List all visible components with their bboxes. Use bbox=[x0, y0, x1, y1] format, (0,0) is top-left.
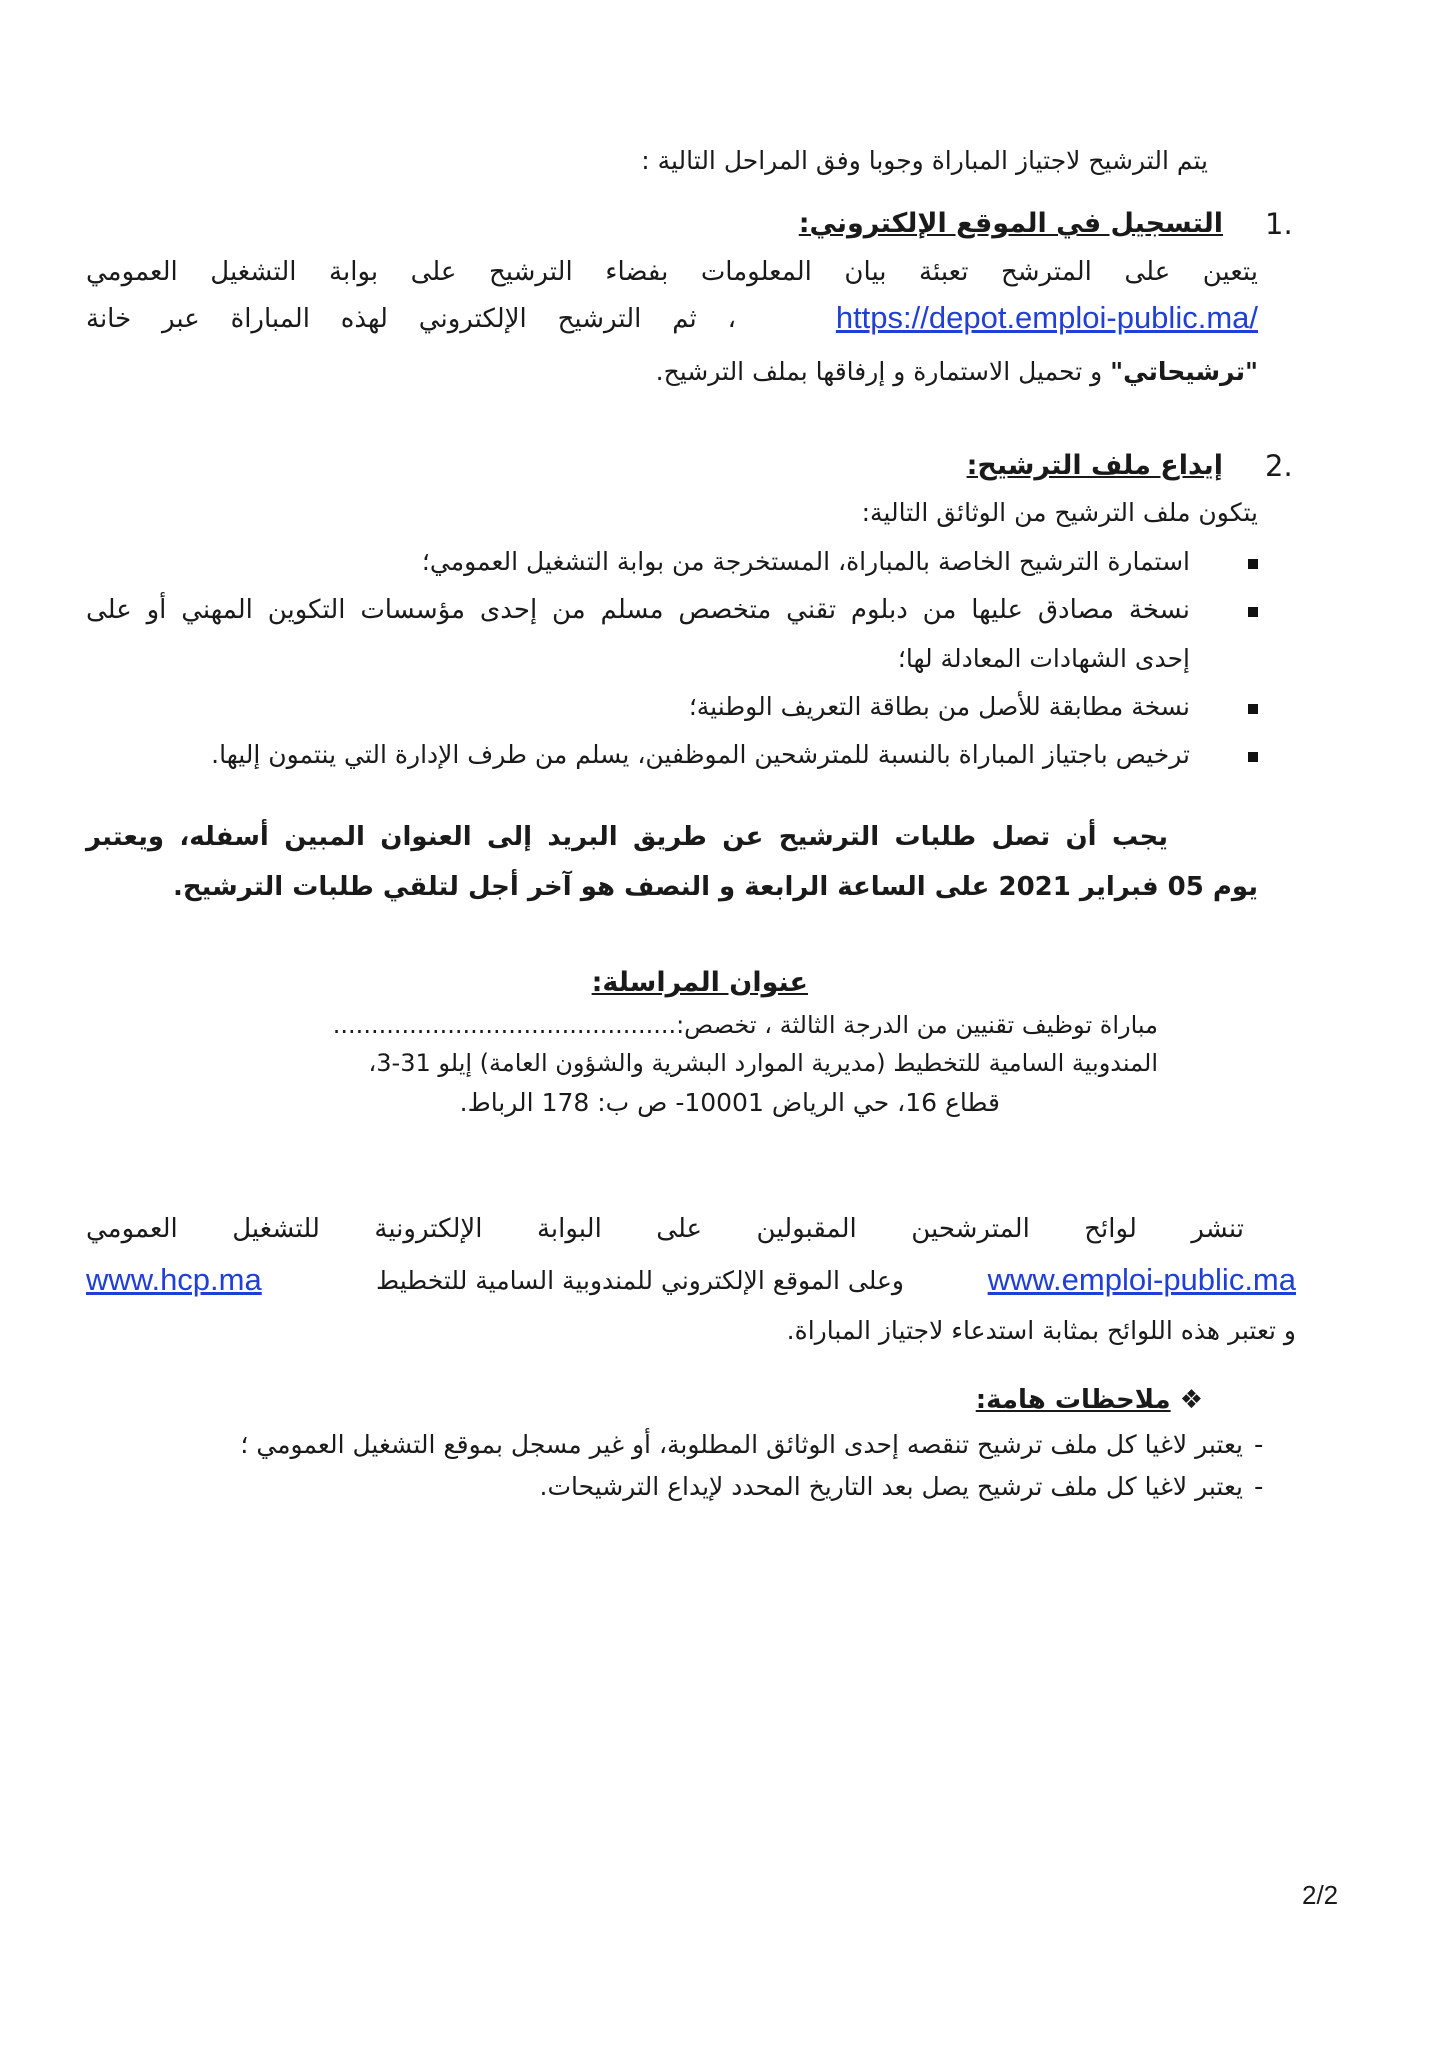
hcp-link[interactable]: www.hcp.ma bbox=[86, 1262, 262, 1297]
dash-bullet-icon: - bbox=[1254, 1430, 1264, 1460]
address-line2: المندوبية السامية للتخطيط (مديرية الموارد البشرية والشؤون العامة) إيلو 31-3، bbox=[368, 1049, 1158, 1077]
bullet-square-icon bbox=[1248, 752, 1258, 762]
deadline-line2: يوم 05 فبراير 2021 على الساعة الرابعة و النصف هو آخر أجل لتلقي طلبات الترشيح. bbox=[172, 872, 1258, 902]
section2-number: 2. bbox=[1265, 449, 1293, 483]
address-title: عنوان المراسلة: bbox=[591, 967, 808, 998]
list-item-diploma: نسخة مصادق عليها من دبلوم تقني متخصص مسلم من إحدى مؤسسات التكوين المهني أو على bbox=[86, 595, 1190, 625]
note-item-late: يعتبر لاغيا كل ملف ترشيح يصل بعد التاريخ المحدد لإيداع الترشيحات. bbox=[539, 1472, 1243, 1501]
address-line1: مباراة توظيف تقنيين من الدرجة الثالثة ، تخصص:............................................. bbox=[332, 1011, 1158, 1039]
section1-line2-text: ، ثم الترشيح الإلكتروني لهذه المباراة عبر خانة bbox=[86, 304, 736, 334]
depot-link[interactable]: https://depot.emploi-public.ma/ bbox=[835, 300, 1258, 335]
publish-line1: تنشر لوائح المترشحين المقبولين على البوابة الإلكترونية للتشغيل العمومي bbox=[86, 1214, 1244, 1244]
list-item-authorization: ترخيص باجتياز المباراة بالنسبة للمترشحين الموظفين، يسلم من طرف الإدارة التي ينتمون إليها. bbox=[211, 740, 1190, 769]
notes-title: ملاحظات هامة: bbox=[975, 1385, 1171, 1415]
page-number: 2/2 bbox=[1302, 1880, 1339, 1910]
section1-number: 1. bbox=[1265, 207, 1293, 241]
bullet-square-icon bbox=[1248, 607, 1258, 617]
bullet-square-icon bbox=[1248, 559, 1258, 569]
publish-line3: و تعتبر هذه اللوائح بمثابة استدعاء لاجتياز المباراة. bbox=[786, 1316, 1296, 1345]
section1-line2 bbox=[86, 300, 1258, 340]
emploi-public-link[interactable]: www.emploi-public.ma bbox=[987, 1262, 1296, 1297]
section1-title: التسجيل في الموقع الإلكتروني: bbox=[798, 208, 1223, 239]
list-item-id-card: نسخة مطابقة للأصل من بطاقة التعريف الوطنية؛ bbox=[688, 692, 1190, 721]
diamond-bullet-icon: ❖ bbox=[1179, 1385, 1203, 1415]
address-line3: قطاع 16، حي الرياض 10001- ص ب: 178 الرباط. bbox=[459, 1088, 1000, 1117]
section2-title: إيداع ملف الترشيح: bbox=[966, 450, 1223, 481]
list-item-diploma-cont: إحدى الشهادات المعادلة لها؛ bbox=[897, 644, 1190, 673]
section1-line3 bbox=[656, 355, 1258, 389]
bullet-square-icon bbox=[1248, 704, 1258, 714]
intro-text: يتم الترشيح لاجتياز المباراة وجوبا وفق المراحل التالية : bbox=[641, 146, 1208, 175]
section1-line1: يتعين على المترشح تعبئة بيان المعلومات بفضاء الترشيح على بوابة التشغيل العمومي bbox=[86, 257, 1258, 287]
list-item-form: استمارة الترشيح الخاصة بالمباراة، المستخرجة من بوابة التشغيل العمومي؛ bbox=[421, 547, 1190, 576]
deadline-line1: يجب أن تصل طلبات الترشيح عن طريق البريد إلى العنوان المبين أسفله، ويعتبر bbox=[86, 822, 1168, 852]
section1-line3-text: و تحميل الاستمارة و إرفاقها بملف الترشيح. bbox=[655, 357, 1103, 386]
section2-lead: يتكون ملف الترشيح من الوثائق التالية: bbox=[861, 498, 1258, 527]
tarchihati-label: "ترشيحاتي" bbox=[1110, 357, 1258, 386]
note-item-missing-docs: يعتبر لاغيا كل ملف ترشيح تنقصه إحدى الوثائق المطلوبة، أو غير مسجل بموقع التشغيل العمومي ؛ bbox=[240, 1430, 1243, 1459]
publish-line2 bbox=[86, 1262, 1296, 1302]
notes-heading bbox=[976, 1382, 1203, 1418]
dash-bullet-icon: - bbox=[1254, 1472, 1264, 1502]
publish-line2-text: وعلى الموقع الإلكتروني للمندوبية السامية للتخطيط bbox=[375, 1266, 904, 1295]
